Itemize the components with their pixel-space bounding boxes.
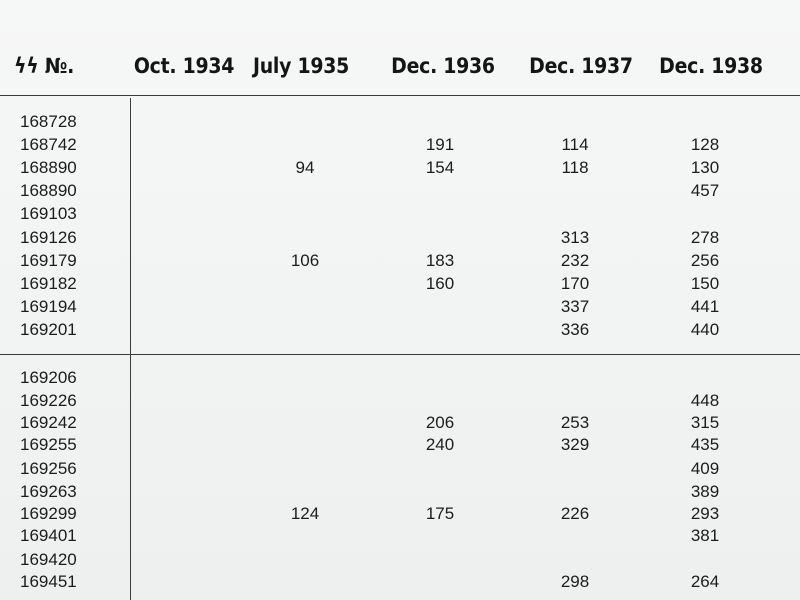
cell-dec-1938: 128 xyxy=(690,135,720,154)
table-row xyxy=(0,570,800,593)
table-row xyxy=(0,366,800,389)
cell-dec-1938: 264 xyxy=(690,572,720,591)
cell-dec-1938: 457 xyxy=(690,181,720,200)
table-row xyxy=(0,480,800,503)
cell-dec-1938: 409 xyxy=(690,459,720,478)
cell-dec-1938: 381 xyxy=(690,526,720,545)
cell-july-1935 xyxy=(265,389,345,412)
table-row xyxy=(0,272,800,295)
cell-july-1935 xyxy=(265,226,345,249)
cell-ss-number: 169255 xyxy=(20,435,77,454)
cell-ss-number: 169420 xyxy=(20,550,77,569)
cell-ss-number: 169179 xyxy=(20,251,77,270)
table-row xyxy=(0,179,800,202)
table-row xyxy=(0,133,800,156)
cell-dec-1936 xyxy=(400,110,480,133)
cell-ss-number: 169451 xyxy=(20,572,77,591)
cell-dec-1938 xyxy=(665,548,745,571)
cell-dec-1936 xyxy=(400,202,480,225)
cell-july-1935 xyxy=(265,433,345,456)
cell-ss-number: 169256 xyxy=(20,459,77,478)
cell-ss-number: 169103 xyxy=(20,204,77,223)
cell-ss-number: 169242 xyxy=(20,413,77,432)
cell-july-1935: 106 xyxy=(290,251,320,270)
cell-dec-1936: 240 xyxy=(425,435,455,454)
cell-dec-1937 xyxy=(535,179,615,202)
table-row xyxy=(0,249,800,272)
cell-dec-1938: 440 xyxy=(690,320,720,339)
cell-dec-1937 xyxy=(535,202,615,225)
cell-july-1935: 94 xyxy=(295,158,315,177)
cell-dec-1937 xyxy=(535,366,615,389)
header-oct-1934: Oct. 1934 xyxy=(133,54,235,78)
cell-july-1935 xyxy=(265,318,345,341)
cell-dec-1937 xyxy=(535,389,615,412)
table-row xyxy=(0,502,800,525)
cell-ss-number: 169182 xyxy=(20,274,77,293)
cell-dec-1936: 175 xyxy=(425,504,455,523)
cell-dec-1936: 183 xyxy=(425,251,455,270)
cell-july-1935 xyxy=(265,366,345,389)
cell-ss-number: 168890 xyxy=(20,158,77,177)
cell-ss-number: 169401 xyxy=(20,526,77,545)
cell-dec-1937: 170 xyxy=(560,274,590,293)
cell-july-1935 xyxy=(265,480,345,503)
cell-dec-1936 xyxy=(400,570,480,593)
table-row xyxy=(0,411,800,434)
cell-dec-1938 xyxy=(665,110,745,133)
cell-ss-number: 169201 xyxy=(20,320,77,339)
cell-dec-1936 xyxy=(400,226,480,249)
table-row xyxy=(0,389,800,412)
cell-dec-1938: 130 xyxy=(690,158,720,177)
cell-dec-1937: 298 xyxy=(560,572,590,591)
table-row xyxy=(0,433,800,456)
table-row xyxy=(0,295,800,318)
cell-dec-1937 xyxy=(535,480,615,503)
cell-dec-1937: 337 xyxy=(560,297,590,316)
table-row xyxy=(0,156,800,179)
cell-dec-1936 xyxy=(400,295,480,318)
cell-dec-1937 xyxy=(535,110,615,133)
table-row xyxy=(0,226,800,249)
cell-dec-1938: 435 xyxy=(690,435,720,454)
cell-dec-1938: 150 xyxy=(690,274,720,293)
header-dec-1937: Dec. 1937 xyxy=(529,54,633,78)
table-row xyxy=(0,318,800,341)
cell-dec-1938: 389 xyxy=(690,482,720,501)
cell-dec-1937: 114 xyxy=(561,135,589,154)
cell-dec-1936 xyxy=(400,457,480,480)
cell-dec-1937: 253 xyxy=(560,413,590,432)
cell-ss-number: 168890 xyxy=(20,181,77,200)
cell-dec-1937: 232 xyxy=(560,251,590,270)
cell-dec-1938 xyxy=(665,202,745,225)
cell-dec-1938: 448 xyxy=(690,391,720,410)
table-row xyxy=(0,110,800,133)
cell-ss-number: 169299 xyxy=(20,504,77,523)
cell-july-1935 xyxy=(265,411,345,434)
cell-ss-number: 169206 xyxy=(20,368,77,387)
cell-dec-1937 xyxy=(535,548,615,571)
table-row xyxy=(0,202,800,225)
cell-july-1935 xyxy=(265,110,345,133)
cell-july-1935 xyxy=(265,548,345,571)
cell-dec-1937: 313 xyxy=(560,228,590,247)
cell-dec-1937: 118 xyxy=(561,158,589,177)
cell-dec-1936 xyxy=(400,480,480,503)
cell-dec-1936: 154 xyxy=(425,158,455,177)
table-row xyxy=(0,457,800,480)
cell-dec-1937: 336 xyxy=(560,320,590,339)
cell-dec-1937: 226 xyxy=(560,504,590,523)
cell-ss-number: 168742 xyxy=(20,135,77,154)
cell-dec-1936 xyxy=(400,389,480,412)
cell-july-1935 xyxy=(265,179,345,202)
cell-dec-1938: 256 xyxy=(690,251,720,270)
cell-ss-number: 169263 xyxy=(20,482,77,501)
cell-dec-1938: 315 xyxy=(690,413,720,432)
cell-dec-1938: 293 xyxy=(690,504,720,523)
cell-dec-1938: 278 xyxy=(690,228,720,247)
cell-july-1935 xyxy=(265,295,345,318)
table-row xyxy=(0,548,800,571)
cell-dec-1937 xyxy=(535,457,615,480)
cell-july-1935 xyxy=(265,570,345,593)
cell-ss-number: 168728 xyxy=(20,112,77,131)
cell-dec-1937: 329 xyxy=(560,435,590,454)
header-dec-1936: Dec. 1936 xyxy=(391,54,495,78)
cell-dec-1936: 160 xyxy=(425,274,455,293)
cell-july-1935: 124 xyxy=(290,504,320,523)
cell-dec-1938 xyxy=(665,366,745,389)
cell-july-1935 xyxy=(265,524,345,547)
cell-dec-1936 xyxy=(400,366,480,389)
table-row xyxy=(0,524,800,547)
cell-ss-number: 169126 xyxy=(20,228,77,247)
cell-dec-1936 xyxy=(400,179,480,202)
cell-dec-1936 xyxy=(400,524,480,547)
cell-ss-number: 169194 xyxy=(20,297,77,316)
header-july-1935: July 1935 xyxy=(252,54,350,78)
cell-july-1935 xyxy=(265,133,345,156)
header-dec-1938: Dec. 1938 xyxy=(659,54,763,78)
cell-july-1935 xyxy=(265,272,345,295)
cell-ss-number: 169226 xyxy=(20,391,77,410)
cell-dec-1936: 206 xyxy=(425,413,455,432)
cell-dec-1938: 441 xyxy=(690,297,720,316)
cell-dec-1936 xyxy=(400,548,480,571)
cell-dec-1936: 191 xyxy=(425,135,455,154)
cell-dec-1937 xyxy=(535,524,615,547)
cell-july-1935 xyxy=(265,202,345,225)
cell-july-1935 xyxy=(265,457,345,480)
cell-dec-1936 xyxy=(400,318,480,341)
header-ss-number: ϟϟ №. xyxy=(14,54,75,78)
